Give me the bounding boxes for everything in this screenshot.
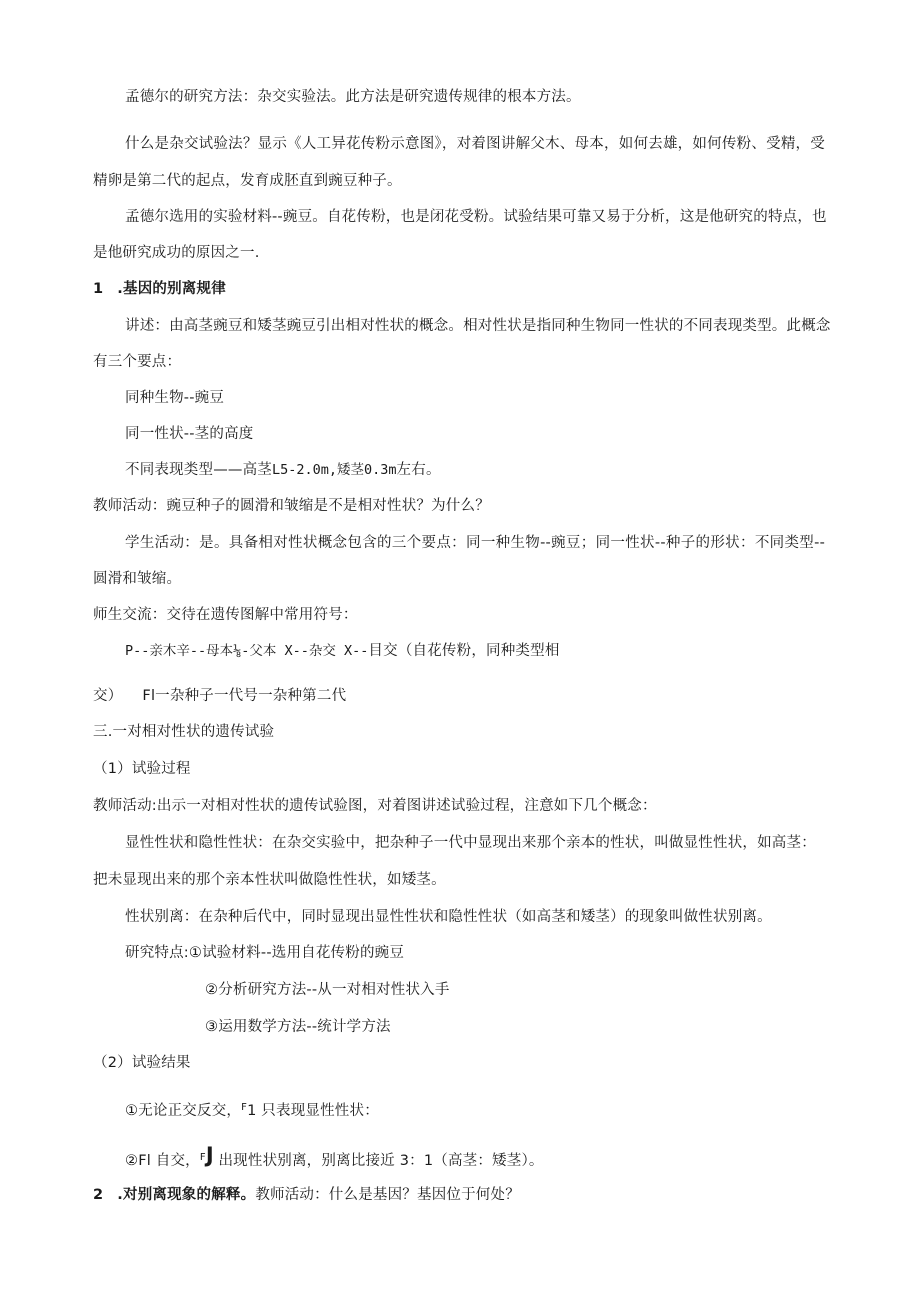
paragraph-lecture-line1 xyxy=(125,316,831,336)
text-line: 师生交流：交待在遗传图解中常用符号： xyxy=(93,607,358,623)
paragraph-student-line1 xyxy=(125,533,825,553)
text-line: ②Fl 自交， xyxy=(125,1153,200,1169)
section-heading-1 xyxy=(93,279,226,299)
text-line: Fl一杂种子一代号一杂种第二代 xyxy=(142,688,347,704)
point-same-species xyxy=(125,388,224,408)
text-line: 教师活动：豌豆种子的圆滑和皱缩是不是相对性状？为什么？ xyxy=(93,498,490,514)
text-line: 左右。 xyxy=(396,462,441,478)
section-title: .对别离现象的解释。 xyxy=(117,1187,256,1203)
text-line: 不同表现类型——高茎 xyxy=(125,462,272,478)
point-different-types xyxy=(125,460,441,480)
paragraph-lecture-line2 xyxy=(93,352,181,372)
paragraph-symbols-line2 xyxy=(93,686,346,706)
superscript: F xyxy=(241,1102,248,1113)
research-feature-3 xyxy=(205,1017,391,1037)
text-line: 把未显现出来的那个亲本性状叫做隐性性状，如矮茎。 xyxy=(93,872,446,888)
text-line: 目交（自花传粉，同种类型相 xyxy=(368,643,560,659)
result-item-1 xyxy=(125,1101,379,1123)
paragraph-student-line2 xyxy=(93,569,181,589)
text-line: 学生活动：是。具备相对性状概念包含的三个要点：同一种生物--豌豆；同一性状--种子的形状：不同类型-- xyxy=(125,535,825,551)
text-line: 研究特点:①试验材料--选用自花传粉的豌豆 xyxy=(125,945,405,961)
text-line: 有三个要点： xyxy=(93,354,182,370)
subsection-process xyxy=(93,759,191,779)
text-line: ①无论正交反交， xyxy=(125,1103,242,1119)
text-line: 讲述：由高茎豌豆和矮茎豌豆引出相对性状的概念。相对性状是指同种生物同一性状的不同表现类型。此概念 xyxy=(125,318,831,334)
text-line-symbols: P--亲木辛--母本⅛-父本 X--杂交 X-- xyxy=(125,643,369,659)
paragraph-hybrid-line2 xyxy=(93,171,402,191)
section-heading-2 xyxy=(93,1185,520,1205)
text-line: 教师活动：什么是基因？基因位于何处？ xyxy=(255,1187,520,1203)
text-line: 显性性状和隐性性状：在杂交实验中，把杂种子一代中显现出来那个亲本的性状，叫做显性性状，如高茎： xyxy=(125,835,816,851)
text-line: 什么是杂交试验法？显示《人工异花传粉示意图》，对着图讲解父木、母本，如何去雄，如何传粉、受精，受 xyxy=(125,136,825,152)
text-line: 性状别离：在杂种后代中，同时显现出显性性状和隐性性状（如高茎和矮茎）的现象叫做性状别离。 xyxy=(125,909,772,925)
paragraph-dominant-line1 xyxy=(125,833,816,853)
large-glyph: J xyxy=(205,1143,214,1167)
text-line: 孟德尔选用的实验材料--豌豆。自花传粉，也是闭花受粉。试验结果可靠又易于分析，这是他研究的特点，也 xyxy=(125,209,827,225)
text-line: 孟德尔的研究方法：杂交实验法。此方法是研究遗传规律的根本方法。 xyxy=(125,89,581,105)
text-line: 圆滑和皱缩。 xyxy=(93,571,182,587)
section-title: .基因的别离规律 xyxy=(117,281,226,297)
point-same-trait xyxy=(125,424,253,444)
section-heading-3 xyxy=(93,722,274,742)
section-number: 1 xyxy=(93,281,104,297)
text-line: 交） xyxy=(93,688,123,704)
text-line: 1 只表现显性性状： xyxy=(247,1103,379,1119)
text-line: （2）试验结果 xyxy=(93,1055,191,1071)
paragraph-method xyxy=(125,87,581,107)
paragraph-teacher-show xyxy=(93,796,657,816)
text-line: 精卵是第二代的起点，发育成胚直到豌豆种子。 xyxy=(93,173,402,189)
text-line: 三.一对相对性状的遗传试验 xyxy=(93,724,275,740)
text-line: 是他研究成功的原因之一. xyxy=(93,245,260,261)
text-line: （1）试验过程 xyxy=(93,761,191,777)
paragraph-hybrid-line1 xyxy=(125,134,825,154)
paragraph-symbols-line1 xyxy=(125,641,560,661)
text-line: 出现性状别离，别离比接近 3：1（高茎：矮茎）。 xyxy=(213,1153,544,1169)
result-item-2 xyxy=(125,1143,544,1173)
paragraph-dominant-line2 xyxy=(93,870,446,890)
paragraph-teacher-activity xyxy=(93,496,490,516)
text-line: 同种生物--豌豆 xyxy=(125,390,225,406)
paragraph-material-line2 xyxy=(93,243,260,263)
text-line: 教师活动:出示一对相对性状的遗传试验图，对着图讲述试验过程，注意如下几个概念： xyxy=(93,798,657,814)
text-line: 同一性状--茎的高度 xyxy=(125,426,254,442)
research-feature-1 xyxy=(125,943,404,963)
paragraph-segregation xyxy=(125,907,772,927)
text-line: ③运用数学方法--统计学方法 xyxy=(205,1019,391,1035)
text-line-measure: L5-2.0m,矮茎0.3m xyxy=(272,462,397,478)
text-line: ②分析研究方法--从一对相对性状入手 xyxy=(205,982,450,998)
paragraph-material-line1 xyxy=(125,207,825,227)
section-number: 2 xyxy=(93,1187,104,1203)
research-feature-2 xyxy=(205,980,450,1000)
superscript: F xyxy=(199,1152,206,1163)
paragraph-exchange xyxy=(93,605,358,625)
subsection-result xyxy=(93,1053,191,1073)
